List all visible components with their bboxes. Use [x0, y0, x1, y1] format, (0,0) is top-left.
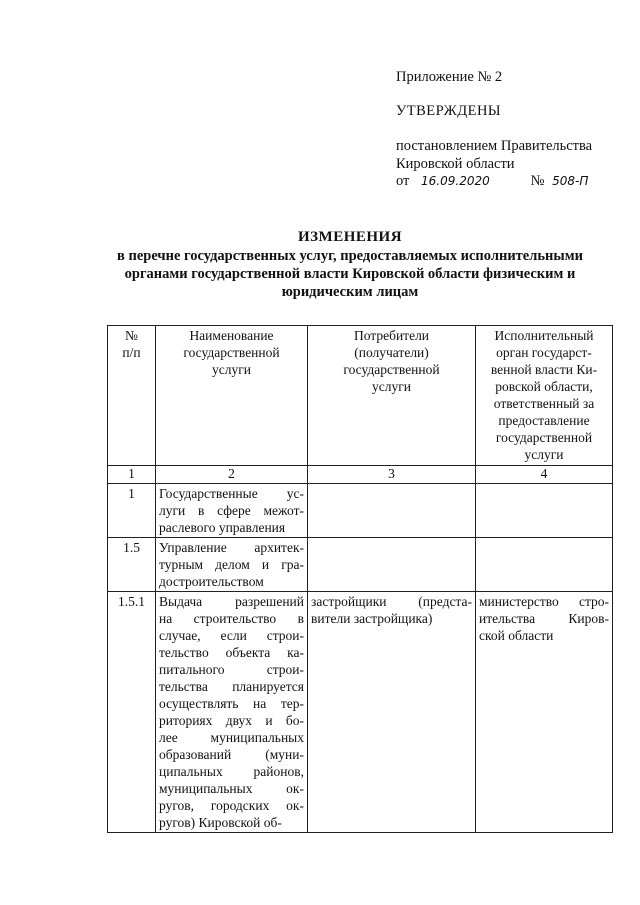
service-name-cell [156, 484, 308, 538]
header-text: государственной [495, 430, 593, 445]
header-text: услуги [524, 447, 564, 462]
cell-line: муниципальных ок- [159, 781, 304, 796]
cell-line: случае, если строи- [159, 628, 304, 643]
cell-line: лее муниципальных [159, 730, 304, 745]
header-cell-executor [476, 326, 613, 466]
service-name-cell [156, 592, 308, 833]
subtitle-line: органами государственной власти Кировской области физическим и [124, 266, 576, 282]
cell-line: турным делом и гра- [159, 557, 304, 572]
header-text: (получатели) [354, 345, 429, 360]
decree-line: Кировской области [396, 156, 515, 172]
cell-line: на строительство в [159, 611, 304, 626]
row-number: 1.5 [108, 538, 156, 592]
cell-line: риториях двух и бо- [159, 713, 304, 728]
document-subtitle [100, 247, 600, 301]
table-row [108, 484, 613, 538]
date-prefix: от [396, 173, 410, 189]
cell-line: ской области [479, 628, 554, 643]
cell-line: ципальных районов, [159, 764, 304, 779]
subtitle-line: в перечне государственных услуг, предоставляемых исполнительными [117, 248, 583, 264]
header-text: предоставление [498, 413, 590, 428]
cell-line: застройщики (предста- [311, 594, 472, 609]
header-text: услуги [372, 379, 411, 394]
header-text: Потребители [353, 328, 430, 343]
header-text: услуги [212, 362, 251, 377]
executor-cell [476, 592, 613, 833]
cell-line: Выдача разрешений [159, 594, 304, 609]
column-number-row [108, 466, 613, 484]
decree-line: постановлением Правительства [396, 138, 593, 154]
cell-line: министерство стро- [479, 594, 609, 609]
decree-date-row [396, 173, 588, 190]
cell-line: Управление архитек- [159, 540, 304, 555]
executor-cell [476, 484, 613, 538]
cell-line: вители застройщика) [311, 611, 433, 626]
header-text: п/п [122, 345, 141, 360]
handwritten-date: 16.09.2020 [421, 174, 490, 188]
cell-line: образований (муни- [159, 747, 304, 762]
service-name-cell [156, 538, 308, 592]
consumers-cell [308, 484, 476, 538]
row-number: 1 [108, 484, 156, 538]
column-number: 3 [308, 466, 476, 484]
cell-line: луги в сфере межот- [159, 503, 304, 518]
subtitle-line: юридическим лицам [281, 284, 419, 300]
number-label: № [530, 173, 545, 189]
appendix-label: Приложение № 2 [396, 69, 503, 85]
table-row [108, 538, 613, 592]
cell-line: питального строи- [159, 662, 304, 677]
header-text: № [125, 328, 138, 343]
table-header-row [108, 326, 613, 466]
cell-line: раслевого управления [159, 520, 286, 535]
cell-line: достроительством [159, 574, 264, 589]
executor-cell [476, 538, 613, 592]
document-title: ИЗМЕНЕНИЯ [297, 229, 403, 245]
header-text: орган государст- [496, 345, 592, 360]
header-text: государственной [183, 345, 280, 360]
header-cell-number [108, 326, 156, 466]
header-text: ровской области, [495, 379, 593, 394]
cell-line: ительства Киров- [479, 611, 609, 626]
column-number: 1 [108, 466, 156, 484]
header-text: Исполнительный [494, 328, 594, 343]
cell-line: тельство объекта ка- [159, 645, 304, 660]
approved-label: УТВЕРЖДЕНЫ [396, 103, 502, 119]
column-number: 2 [156, 466, 308, 484]
cell-line: осуществлять на тер- [159, 696, 304, 711]
handwritten-number: 508-П [552, 174, 589, 188]
header-text: Наименование [189, 328, 274, 343]
cell-line: ругов) Кировской об- [159, 815, 282, 830]
consumers-cell [308, 538, 476, 592]
header-cell-consumers [308, 326, 476, 466]
header-text: венной власти Ки- [490, 362, 598, 377]
header-text: государственной [343, 362, 440, 377]
header-text: ответственный за [493, 396, 595, 411]
services-table [107, 325, 613, 833]
consumers-cell [308, 592, 476, 833]
cell-line: Государственные ус- [159, 486, 304, 501]
cell-line: ругов, городских ок- [159, 798, 304, 813]
table-row [108, 592, 613, 833]
column-number: 4 [476, 466, 613, 484]
row-number: 1.5.1 [108, 592, 156, 833]
cell-line: тельства планируется [159, 679, 304, 694]
header-cell-service [156, 326, 308, 466]
decree-block [396, 137, 616, 173]
